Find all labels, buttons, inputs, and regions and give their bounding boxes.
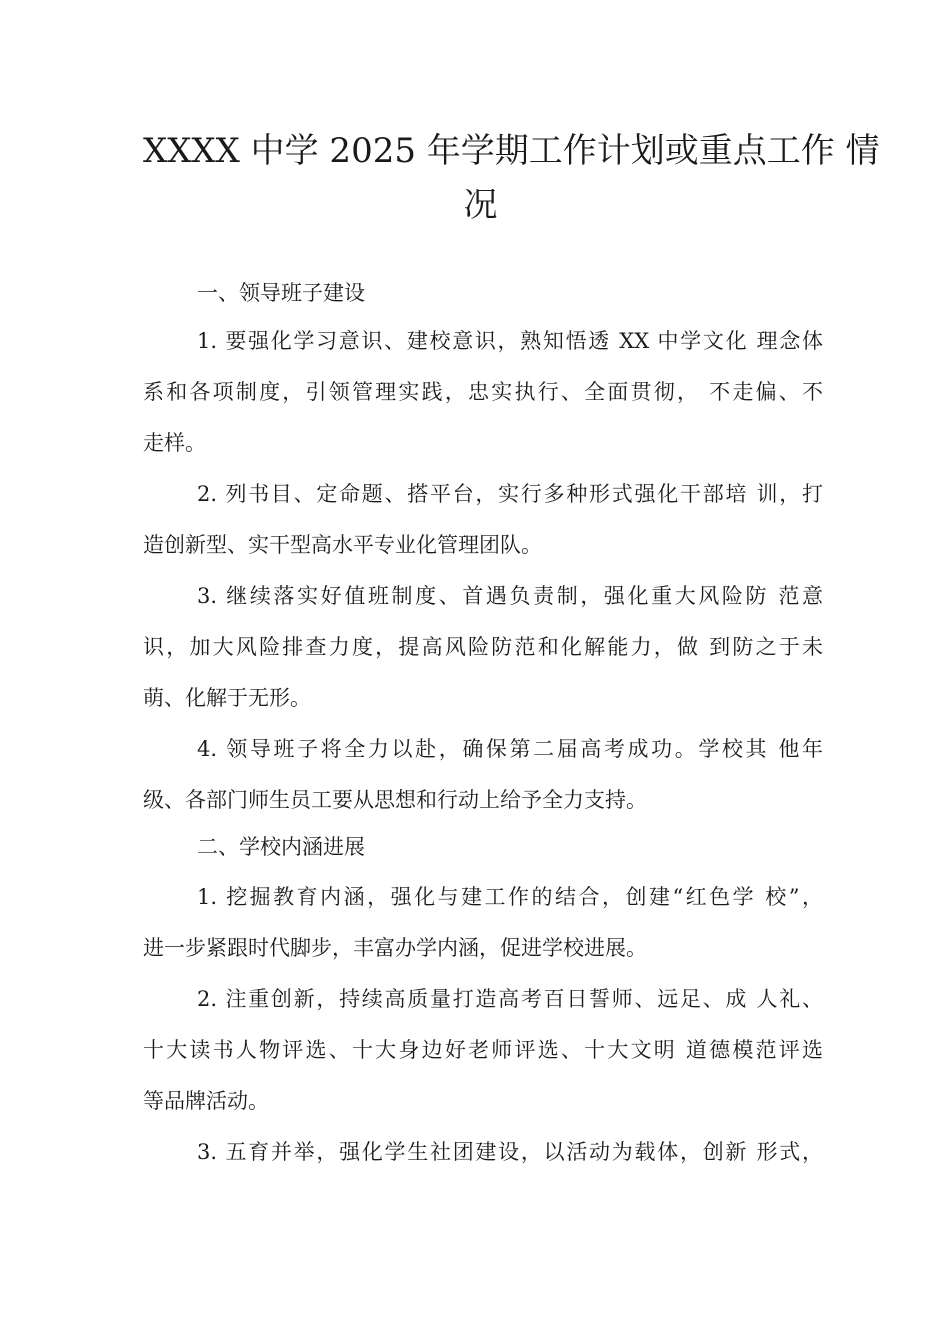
paragraph-line: 走样。 (143, 431, 206, 455)
paragraph-line: 等品牌活动。 (143, 1089, 269, 1113)
paragraph-line: 4. 领导班子将全力以赴，确保第二届高考成功。学校其 他年 (197, 737, 823, 761)
paragraph-line: 级、各部门师生员工要从思想和行动上给予全力支持。 (143, 788, 647, 812)
document-title (143, 124, 880, 232)
section-heading-connotation: 二、学校内涵进展 (197, 835, 365, 859)
title-line-1: XXXX 中学 2025 年学期工作计划或重点工作 情 (143, 131, 880, 171)
paragraph-line: 2. 注重创新，持续高质量打造高考百日誓师、远足、成 人礼、 (197, 987, 823, 1011)
title-line-2: 况 (463, 185, 498, 225)
section-heading-leadership: 一、领导班子建设 (197, 281, 365, 305)
paragraph-line: 3. 五育并举，强化学生社团建设，以活动为载体，创新 形式， (197, 1140, 823, 1164)
paragraph-line: 十大读书人物评选、十大身边好老师评选、十大文明 道德模范评选 (143, 1038, 823, 1062)
paragraph-line: 识，加大风险排查力度，提高风险防范和化解能力，做 到防之于未 (143, 635, 823, 659)
paragraph-line: 系和各项制度，引领管理实践，忠实执行、全面贯彻， 不走偏、不 (143, 380, 823, 404)
paragraph-line: 进一步紧跟时代脚步，丰富办学内涵，促进学校进展。 (143, 936, 647, 960)
paragraph-line: 1. 要强化学习意识、建校意识，熟知悟透 XX 中学文化 理念体 (197, 329, 823, 353)
paragraph-line: 造创新型、实干型高水平专业化管理团队。 (143, 533, 542, 557)
paragraph-line: 萌、化解于无形。 (143, 686, 311, 710)
paragraph-line: 2. 列书目、定命题、搭平台，实行多种形式强化干部培 训，打 (197, 482, 823, 506)
paragraph-line: 3. 继续落实好值班制度、首遇负责制，强化重大风险防 范意 (197, 584, 823, 608)
paragraph-line: 1. 挖掘教育内涵，强化与建工作的结合，创建“红色学 校”， (197, 885, 823, 909)
